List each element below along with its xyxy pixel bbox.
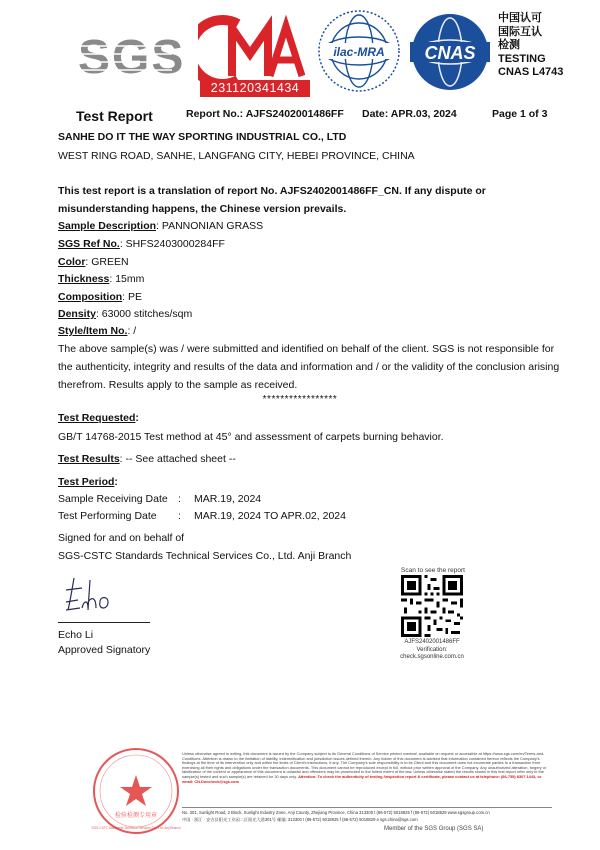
signatory-name: Echo Li bbox=[58, 629, 94, 641]
style-label: Style/Item No. bbox=[58, 325, 128, 337]
sample-description-value: : PANNONIAN GRASS bbox=[156, 220, 264, 232]
handwritten-signature bbox=[62, 570, 122, 620]
test-requested-value: GB/T 14768-2015 Test method at 45° and assessment of carpets burning behavior. bbox=[58, 431, 444, 443]
test-period-label: Test Period bbox=[58, 476, 115, 488]
color-value: : GREEN bbox=[85, 256, 129, 268]
style-value: : / bbox=[127, 325, 137, 337]
translation-notice-line: This test report is a translation of report No. AJFS2402001486FF_CN. If any dispute or bbox=[58, 185, 486, 197]
statement-line: therefrom. Results apply to the sample as received. bbox=[58, 379, 298, 391]
period-row-value: MAR.19, 2024 bbox=[194, 493, 262, 505]
report-number: Report No.: AJFS2402001486FF bbox=[186, 108, 344, 120]
cnas-text: CNAS bbox=[424, 43, 476, 63]
signed-company-line: SGS-CSTC Standards Technical Services Co., Ltd. Anji Branch bbox=[58, 550, 352, 562]
sample-density bbox=[58, 307, 192, 321]
cnas-logo bbox=[410, 12, 490, 92]
cnas-side-line: CNAS L4743 bbox=[498, 66, 564, 78]
sample-composition bbox=[58, 290, 142, 304]
period-row-sep: : bbox=[178, 493, 181, 505]
report-date: Date: APR.03, 2024 bbox=[362, 108, 457, 120]
period-row-value: MAR.19, 2024 TO APR.02, 2024 bbox=[194, 510, 346, 522]
qr-verification-label: Verification: bbox=[416, 646, 448, 653]
sgs-ref-no bbox=[58, 237, 225, 251]
composition-label: Composition bbox=[58, 291, 123, 303]
sgs-logo-text: SGS bbox=[78, 31, 186, 84]
composition-value: : PE bbox=[122, 291, 143, 303]
footer-terms bbox=[182, 752, 552, 784]
thickness-value: : 15mm bbox=[109, 273, 145, 285]
density-label: Density bbox=[58, 308, 96, 320]
report-title: Test Report bbox=[76, 108, 153, 124]
stamp-cn-text: 检验检测专用章 bbox=[114, 812, 158, 819]
sgs-member-note: Member of the SGS Group (SGS SA) bbox=[384, 826, 484, 832]
test-results-label: Test Results bbox=[58, 453, 120, 465]
test-results bbox=[58, 452, 236, 466]
sample-thickness bbox=[58, 272, 144, 286]
qr-code[interactable] bbox=[401, 575, 463, 637]
sample-description-label: Sample Description bbox=[58, 220, 157, 232]
ilac-text: ilac-MRA bbox=[333, 45, 385, 59]
cnas-accreditation-text bbox=[498, 12, 563, 80]
period-row-name: Sample Receiving Date bbox=[58, 493, 168, 505]
sample-style bbox=[58, 324, 136, 338]
color-label: Color bbox=[58, 256, 86, 268]
signature-script: Echo bbox=[62, 570, 65, 571]
page-indicator: Page 1 of 3 bbox=[492, 108, 548, 120]
sample-color bbox=[58, 255, 129, 269]
sgs-ref-label: SGS Ref No. bbox=[58, 238, 120, 250]
cnas-side-line: TESTING bbox=[498, 52, 546, 65]
test-period-heading bbox=[58, 475, 118, 489]
footer-address-en: No. 301, Sunlight Road, 2 Block, Sunlight Industry Zone, Anji County, Zhejiang Province, China 313300 t (86-572) 5018825 f (86-572) 5018829 www.sgsgroup.com.cn bbox=[182, 810, 490, 815]
period-row-sep: : bbox=[178, 510, 181, 522]
period-row-name: Test Performing Date bbox=[58, 510, 157, 522]
signature-line bbox=[58, 622, 150, 623]
footer-fine-print: Unless otherwise agreed in writing, this document is issued by the Company subject to its General Conditions of Service printed overleaf, available on request or accessible at https://www.sgs.com/en/Terms-and-Conditions. Attention is drawn to the limitation of liability, indemnification and jurisdiction issues defined therein. Any holder of this document is advised that information contained hereon reflects the Company's findings at the time of its intervention only and within the limits of Client's instructions, if any. The Company's sole responsibility is to its Client and this document does not exonerate parties to a transaction from exercising all their rights and obligations under the transaction documents. This document cannot be reproduced except in full, without prior written approval of the Company. Any unauthorized alteration, forgery or falsification of the content or appearance of this document is unlawful and offenders may be prosecuted to the fullest extent of the law. Unless otherwise stated the results shown in this test report refer only to the sample(s) tested and such sample(s) are retained for 30 days only. bbox=[182, 751, 547, 779]
test-results-value: : -- See attached sheet -- bbox=[119, 453, 236, 465]
report-title-row bbox=[58, 108, 558, 128]
statement-line: The above sample(s) was / were submitted and identified on behalf of the client. SGS is not responsible for bbox=[58, 343, 555, 355]
qr-details bbox=[392, 639, 472, 662]
official-stamp bbox=[90, 745, 182, 837]
footer-attention: Attention: To check the authenticity of testing /inspection report & certificate, please contact us at telephone: (86-755) 8307 1443, or email: CN.Doccheck@sgs.com bbox=[182, 773, 542, 784]
qr-report-id: AJFS2402001486FF bbox=[404, 639, 460, 645]
qr-verification-url[interactable]: check.sgsonline.com.cn bbox=[400, 654, 464, 660]
cma-code: 231120341434 bbox=[200, 80, 310, 97]
footer-divider bbox=[182, 807, 552, 808]
test-requested-label: Test Requested bbox=[58, 412, 136, 424]
sgs-ref-value: : SHFS2403000284FF bbox=[119, 238, 225, 250]
client-address: WEST RING ROAD, SANHE, LANGFANG CITY, HEBEI PROVINCE, CHINA bbox=[58, 150, 415, 162]
signatory-title: Approved Signatory bbox=[58, 644, 151, 656]
footer-address-cn: 中国 · 浙江 · 安吉县阳光工业园二区阳光大道301号 邮编: 313300 t (86-572) 5018825 f (86-572) 5018829 e sgs.china@sgs.com bbox=[182, 817, 418, 822]
signed-for-line: Signed for and on behalf of bbox=[58, 532, 185, 544]
cnas-side-line: 检测 bbox=[498, 39, 520, 51]
cnas-side-line: 中国认可 bbox=[498, 12, 542, 24]
stamp-en-text: SGS-CSTC Standards Technical Services Co., Ltd. Anji Branch bbox=[91, 826, 181, 830]
sample-description bbox=[58, 219, 263, 233]
separator: ***************** bbox=[262, 394, 338, 405]
client-name: SANHE DO IT THE WAY SPORTING INDUSTRIAL CO., LTD bbox=[58, 131, 347, 143]
density-value: : 63000 stitches/sqm bbox=[95, 308, 193, 320]
qr-caption: Scan to see the report bbox=[401, 567, 465, 574]
test-period-colon: : bbox=[114, 476, 118, 488]
thickness-label: Thickness bbox=[58, 273, 110, 285]
test-requested-colon: : bbox=[135, 412, 139, 424]
translation-notice-line: misunderstanding happens, the Chinese version prevails. bbox=[58, 203, 347, 215]
test-requested-heading bbox=[58, 411, 139, 425]
statement-line: the authenticity, integrity and results of the data and information and / or the validity of the conclusion arising bbox=[58, 361, 560, 373]
ilac-mra-logo bbox=[316, 8, 402, 94]
cnas-side-line: 国际互认 bbox=[498, 25, 542, 38]
